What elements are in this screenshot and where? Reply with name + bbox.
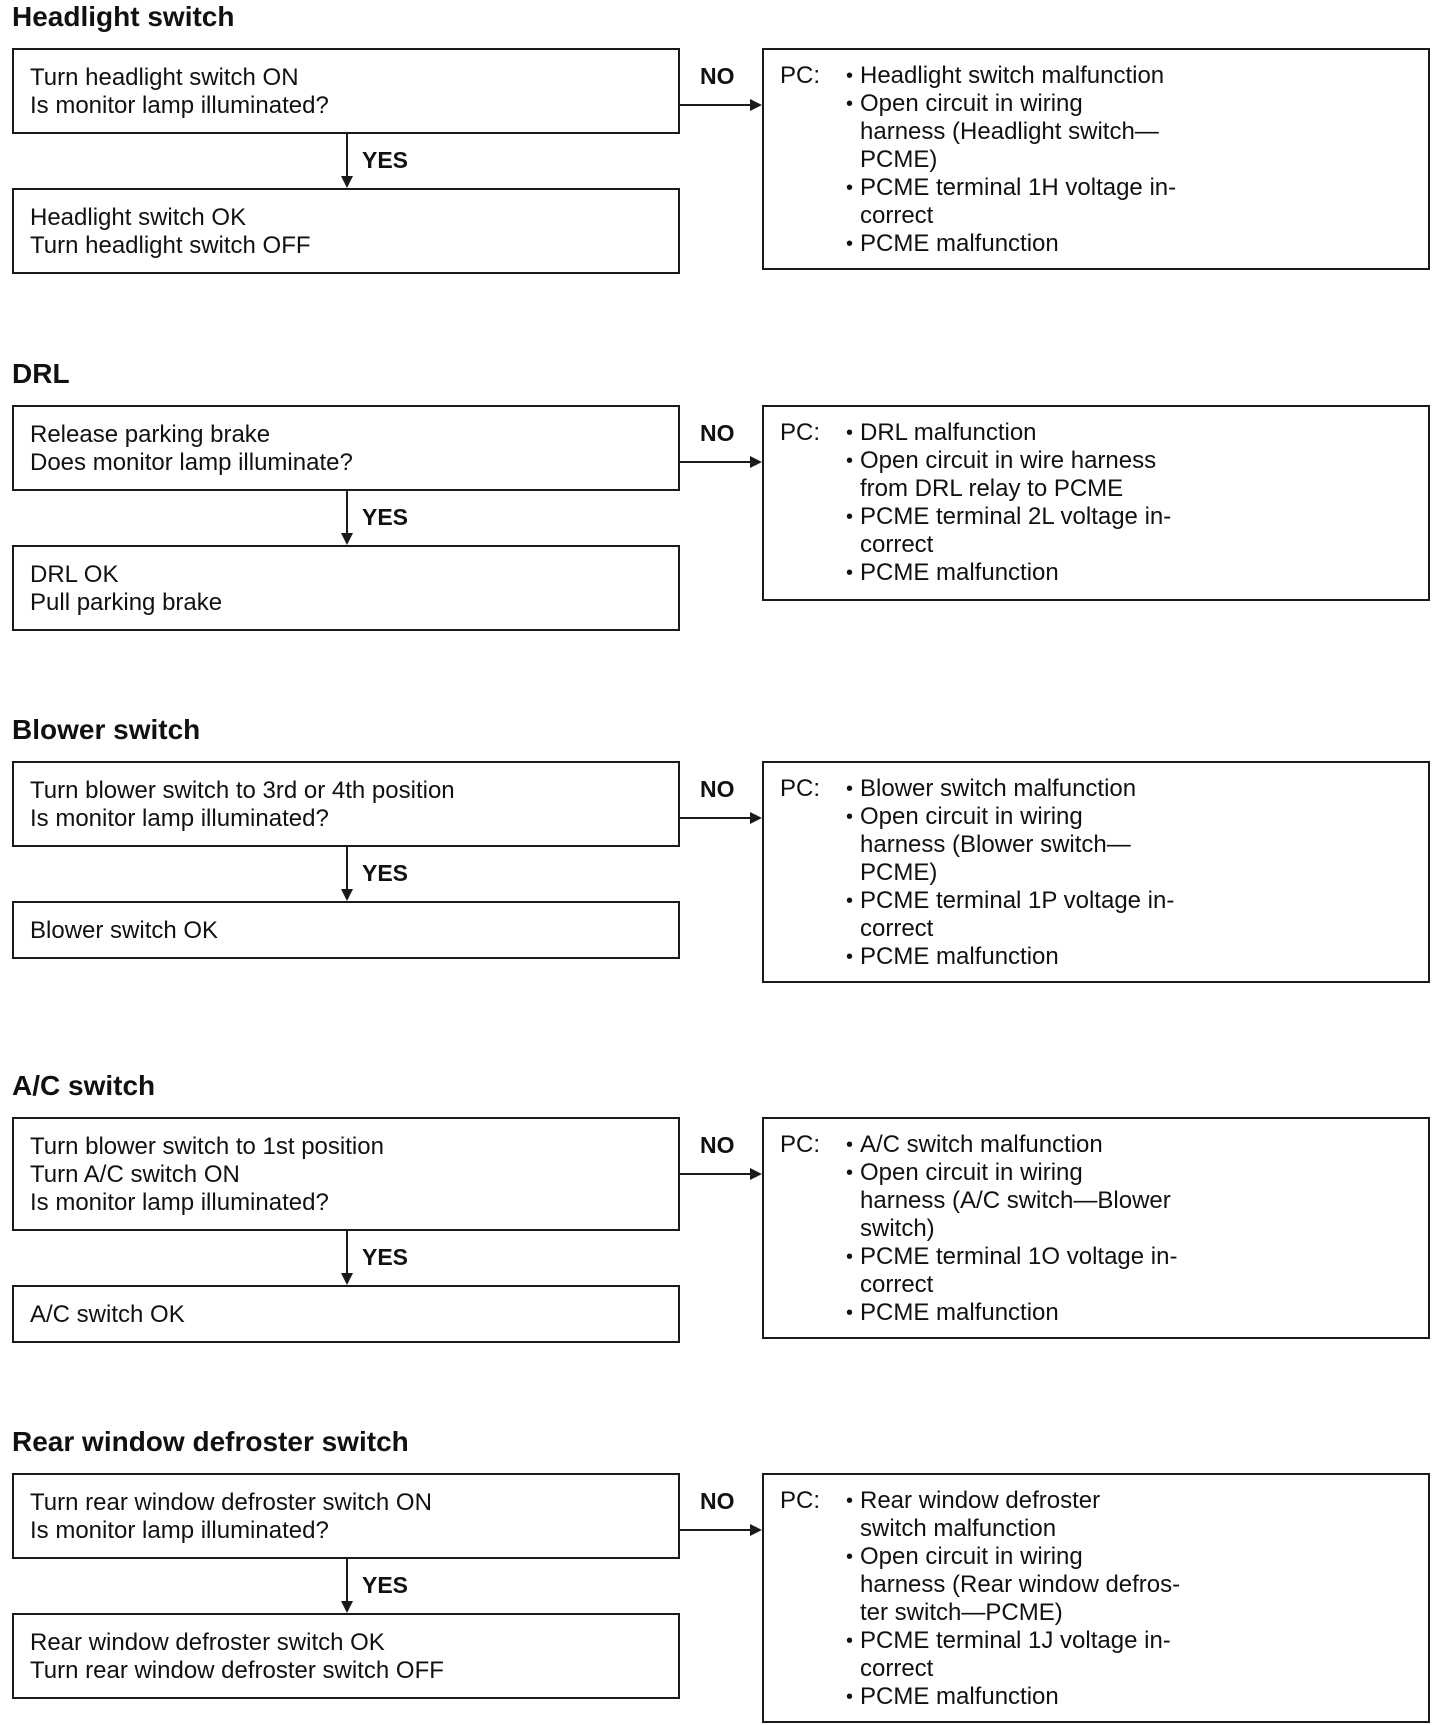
- possible-causes-list: [846, 1131, 1412, 1327]
- yes-arrow: [346, 1231, 348, 1283]
- cause-text: PCME terminal 1P voltage in-: [860, 887, 1175, 914]
- bullet-icon: •: [846, 233, 854, 255]
- bullet-icon: •: [846, 1134, 854, 1156]
- check-step-text: Turn blower switch to 3rd or 4th position: [30, 777, 455, 804]
- cause-text: PCME malfunction: [860, 943, 1059, 970]
- result-text: Rear window defroster switch OK: [30, 1629, 385, 1656]
- result-text: Headlight switch OK: [30, 204, 247, 231]
- no-arrow: [680, 1529, 760, 1531]
- cause-text: correct: [860, 531, 934, 558]
- cause-item: [846, 803, 1412, 887]
- possible-causes-list: [846, 1487, 1412, 1711]
- yes-arrow: [346, 134, 348, 186]
- cause-text: harness (A/C switch—Blower: [860, 1187, 1171, 1214]
- result-text: Turn headlight switch OFF: [30, 232, 311, 259]
- yes-label: YES: [362, 1572, 409, 1598]
- yes-arrow: [346, 1559, 348, 1611]
- bullet-icon: •: [846, 506, 854, 528]
- cause-text: PCME): [860, 146, 938, 173]
- section-heading: Blower switch: [12, 714, 201, 745]
- cause-item: [846, 943, 1412, 971]
- cause-text: correct: [860, 1271, 934, 1298]
- cause-item: [846, 503, 1412, 559]
- cause-text: ter switch—PCME): [860, 1599, 1063, 1626]
- bullet-icon: •: [846, 1686, 854, 1708]
- possible-causes-box: [762, 761, 1430, 983]
- check-step-text: Turn headlight switch ON: [30, 64, 299, 91]
- cause-item: [846, 1243, 1412, 1299]
- no-label: NO: [700, 1488, 735, 1514]
- cause-item: [846, 887, 1412, 943]
- cause-text: PCME malfunction: [860, 559, 1059, 586]
- result-box: [12, 1285, 680, 1343]
- possible-causes-box: [762, 405, 1430, 601]
- section-headlight-switch: [0, 0, 1440, 300]
- section-drl: [0, 357, 1440, 657]
- bullet-icon: •: [846, 1302, 854, 1324]
- cause-text: Rear window defroster: [860, 1487, 1101, 1514]
- no-label: NO: [700, 63, 735, 89]
- bullet-icon: •: [846, 1246, 854, 1268]
- cause-item: [846, 559, 1412, 587]
- cause-text: PCME): [860, 859, 938, 886]
- cause-text: PCME terminal 1O voltage in-: [860, 1243, 1178, 1270]
- cause-text: Open circuit in wire harness: [860, 447, 1157, 474]
- no-label: NO: [700, 776, 735, 802]
- check-step-text: Release parking brake: [30, 421, 271, 448]
- no-arrow: [680, 461, 760, 463]
- bullet-icon: •: [846, 806, 854, 828]
- bullet-icon: •: [846, 450, 854, 472]
- result-box: [12, 1613, 680, 1699]
- section-blower-switch: [0, 713, 1440, 1013]
- bullet-icon: •: [846, 1546, 854, 1568]
- cause-text: PCME malfunction: [860, 230, 1059, 257]
- check-step-box: [12, 405, 680, 491]
- pc-label: PC:: [780, 62, 821, 89]
- cause-item: [846, 90, 1412, 174]
- pc-label: PC:: [780, 1131, 821, 1158]
- bullet-icon: •: [846, 65, 854, 87]
- possible-causes-box: [762, 48, 1430, 270]
- cause-item: [846, 1487, 1412, 1543]
- check-step-box: [12, 761, 680, 847]
- cause-text: PCME terminal 1J voltage in-: [860, 1627, 1171, 1654]
- section-heading: DRL: [12, 358, 70, 389]
- cause-text: correct: [860, 915, 934, 942]
- bullet-icon: •: [846, 1490, 854, 1512]
- yes-label: YES: [362, 1244, 409, 1270]
- check-step-text: Is monitor lamp illuminated?: [30, 805, 329, 832]
- yes-label: YES: [362, 504, 409, 530]
- result-text: Pull parking brake: [30, 589, 223, 616]
- section-heading: Rear window defroster switch: [12, 1426, 409, 1457]
- cause-item: [846, 1131, 1412, 1159]
- cause-text: PCME malfunction: [860, 1683, 1059, 1710]
- possible-causes-list: [846, 419, 1412, 587]
- bullet-icon: •: [846, 1162, 854, 1184]
- cause-text: switch): [860, 1215, 935, 1242]
- cause-text: harness (Headlight switch—: [860, 118, 1159, 145]
- cause-text: harness (Blower switch—: [860, 831, 1131, 858]
- cause-text: Open circuit in wiring: [860, 1159, 1083, 1186]
- yes-arrow: [346, 847, 348, 899]
- yes-label: YES: [362, 147, 409, 173]
- yes-arrow: [346, 491, 348, 543]
- result-text: Turn rear window defroster switch OFF: [30, 1657, 444, 1684]
- check-step-text: Turn A/C switch ON: [30, 1161, 240, 1188]
- bullet-icon: •: [846, 562, 854, 584]
- cause-text: PCME terminal 2L voltage in-: [860, 503, 1172, 530]
- check-step-text: Is monitor lamp illuminated?: [30, 1517, 329, 1544]
- cause-text: DRL malfunction: [860, 419, 1037, 446]
- result-text: Blower switch OK: [30, 917, 219, 944]
- possible-causes-box: [762, 1117, 1430, 1339]
- pc-label: PC:: [780, 1487, 821, 1514]
- cause-text: Open circuit in wiring: [860, 1543, 1083, 1570]
- cause-text: from DRL relay to PCME: [860, 475, 1124, 502]
- no-arrow: [680, 1173, 760, 1175]
- bullet-icon: •: [846, 422, 854, 444]
- result-box: [12, 545, 680, 631]
- bullet-icon: •: [846, 93, 854, 115]
- check-step-text: Is monitor lamp illuminated?: [30, 92, 329, 119]
- cause-item: [846, 447, 1412, 503]
- cause-item: [846, 419, 1412, 447]
- bullet-icon: •: [846, 1630, 854, 1652]
- bullet-icon: •: [846, 890, 854, 912]
- bullet-icon: •: [846, 946, 854, 968]
- cause-text: A/C switch malfunction: [860, 1131, 1103, 1158]
- no-label: NO: [700, 1132, 735, 1158]
- yes-label: YES: [362, 860, 409, 886]
- check-step-text: Is monitor lamp illuminated?: [30, 1189, 329, 1216]
- result-box: [12, 901, 680, 959]
- cause-item: [846, 1543, 1412, 1627]
- cause-text: harness (Rear window defros-: [860, 1571, 1181, 1598]
- cause-text: Open circuit in wiring: [860, 803, 1083, 830]
- check-step-box: [12, 48, 680, 134]
- cause-item: [846, 174, 1412, 230]
- cause-text: correct: [860, 202, 934, 229]
- result-text: DRL OK: [30, 561, 119, 588]
- section-rear-window-defroster-switch: [0, 1425, 1440, 1725]
- cause-item: [846, 775, 1412, 803]
- section-heading: Headlight switch: [12, 1, 235, 32]
- check-step-box: [12, 1473, 680, 1559]
- cause-text: Headlight switch malfunction: [860, 62, 1165, 89]
- result-text: A/C switch OK: [30, 1301, 185, 1328]
- cause-text: switch malfunction: [860, 1515, 1057, 1542]
- possible-causes-list: [846, 62, 1412, 258]
- cause-text: Open circuit in wiring: [860, 90, 1083, 117]
- bullet-icon: •: [846, 778, 854, 800]
- section-ac-switch: [0, 1069, 1440, 1369]
- bullet-icon: •: [846, 177, 854, 199]
- pc-label: PC:: [780, 419, 821, 446]
- check-step-text: Does monitor lamp illuminate?: [30, 449, 353, 476]
- check-step-box: [12, 1117, 680, 1231]
- pc-label: PC:: [780, 775, 821, 802]
- no-label: NO: [700, 420, 735, 446]
- cause-text: PCME terminal 1H voltage in-: [860, 174, 1177, 201]
- no-arrow: [680, 104, 760, 106]
- possible-causes-list: [846, 775, 1412, 971]
- result-box: [12, 188, 680, 274]
- cause-item: [846, 230, 1412, 258]
- cause-item: [846, 1159, 1412, 1243]
- cause-item: [846, 1683, 1412, 1711]
- cause-item: [846, 1299, 1412, 1327]
- cause-item: [846, 62, 1412, 90]
- section-heading: A/C switch: [12, 1070, 156, 1101]
- cause-item: [846, 1627, 1412, 1683]
- check-step-text: Turn rear window defroster switch ON: [30, 1489, 432, 1516]
- possible-causes-box: [762, 1473, 1430, 1723]
- no-arrow: [680, 817, 760, 819]
- check-step-text: Turn blower switch to 1st position: [30, 1133, 384, 1160]
- cause-text: correct: [860, 1655, 934, 1682]
- cause-text: PCME malfunction: [860, 1299, 1059, 1326]
- cause-text: Blower switch malfunction: [860, 775, 1137, 802]
